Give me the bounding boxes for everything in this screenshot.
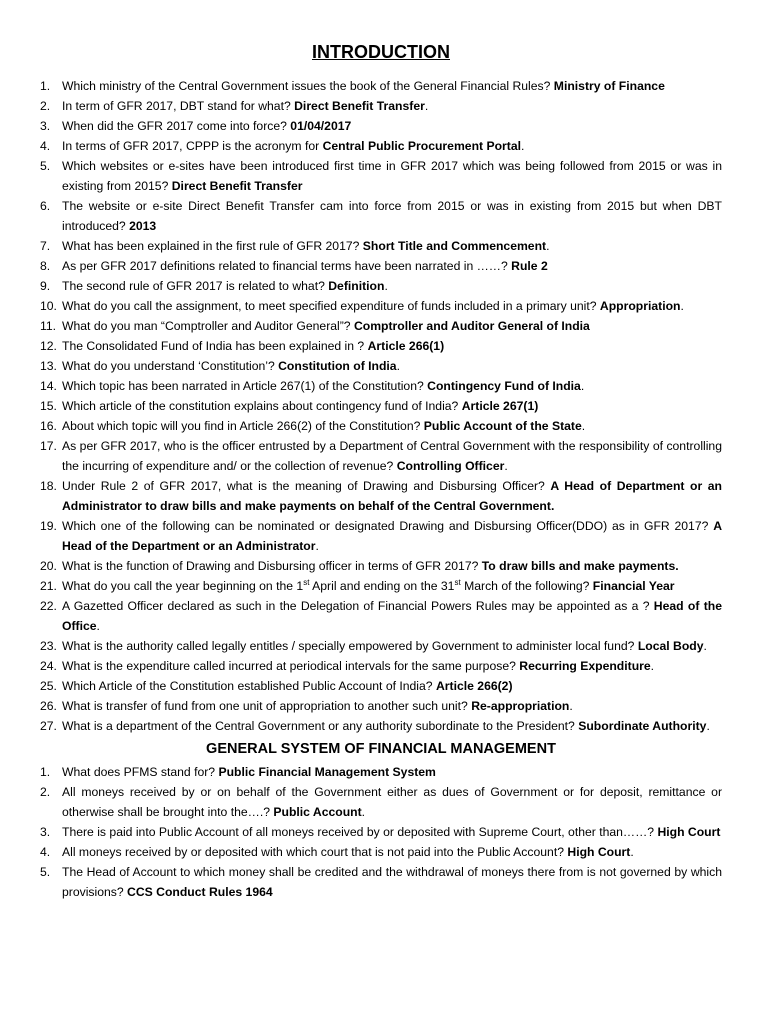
question-item xyxy=(40,656,722,676)
question-item xyxy=(40,96,722,116)
answer-suffix: . xyxy=(630,845,634,859)
question-number: 9. xyxy=(40,279,51,293)
question-text: The website or e-site Direct Benefit Transfer cam into force from 2015 or was in existing from 2015 but when DBT introduced? xyxy=(62,199,722,233)
question-item xyxy=(40,296,722,316)
question-text: Which article of the constitution explains about contingency fund of India? xyxy=(62,399,462,413)
question-number: 1. xyxy=(40,765,51,779)
question-text: In term of GFR 2017, DBT stand for what? xyxy=(62,99,295,113)
answer-suffix: . xyxy=(424,99,429,113)
question-number: 17. xyxy=(40,439,57,453)
answer-suffix: . xyxy=(569,699,573,713)
answer-suffix: . xyxy=(315,539,319,553)
question-text: When did the GFR 2017 come into force? xyxy=(62,119,291,133)
answer-text: Public Financial Management System xyxy=(218,765,436,779)
question-text: Under Rule 2 of GFR 2017, what is the meaning of Drawing and Disbursing Officer? xyxy=(62,479,551,493)
question-number: 4. xyxy=(40,139,51,153)
answer-suffix: . xyxy=(703,639,707,653)
answer-text: 01/04/2017 xyxy=(290,119,352,133)
question-text: What has been explained in the first rule of GFR 2017? xyxy=(62,239,363,253)
question-text: In terms of GFR 2017, CPPP is the acronym for xyxy=(62,139,323,153)
question-number: 6. xyxy=(40,199,51,213)
answer-text: Article 267(1) xyxy=(461,399,539,413)
question-number: 8. xyxy=(40,259,51,273)
question-item xyxy=(40,596,722,636)
question-item xyxy=(40,716,722,736)
answer-text: A Head of the Department or an Administrator xyxy=(62,519,722,553)
question-text: All moneys received by or on behalf of the Government either as dues of Government or for deposit, remittance or otherwise shall be brought into the….? xyxy=(62,785,722,819)
question-text: As per GFR 2017, who is the officer entrusted by a Department of Central Government with the responsibility of controlling the incurring of expenditure and/ or the collection of revenue? xyxy=(62,439,722,473)
answer-text: Public Account of the State xyxy=(423,419,582,433)
question-item xyxy=(40,316,722,336)
answer-text: Direct Benefit Transfer xyxy=(294,99,425,113)
answer-text: Article 266(1) xyxy=(367,339,445,353)
question-text: As per GFR 2017 definitions related to financial terms have been narrated in ……? xyxy=(62,259,512,273)
question-number: 11. xyxy=(40,319,57,333)
page-title: INTRODUCTION xyxy=(312,42,450,62)
answer-text: Direct Benefit Transfer xyxy=(171,179,303,193)
question-item xyxy=(40,196,722,236)
answer-text: Rule 2 xyxy=(511,259,548,273)
answer-text: Controlling Officer xyxy=(396,459,505,473)
answer-suffix: . xyxy=(96,619,100,633)
question-text: What is the function of Drawing and Disbursing officer in terms of GFR 2017? xyxy=(62,559,482,573)
question-item xyxy=(40,676,722,696)
answer-suffix: . xyxy=(546,239,550,253)
question-number: 19. xyxy=(40,519,57,533)
answer-suffix: . xyxy=(521,139,525,153)
question-number: 15. xyxy=(40,399,57,413)
question-item xyxy=(40,356,722,376)
question-number: 20. xyxy=(40,559,57,573)
question-number: 14. xyxy=(40,379,57,393)
question-text: What is transfer of fund from one unit of appropriation to another such unit? xyxy=(62,699,472,713)
question-text: March of the following? xyxy=(460,579,593,593)
question-item xyxy=(40,436,722,476)
question-item xyxy=(40,576,722,596)
question-number: 18. xyxy=(40,479,57,493)
answer-text: Article 266(2) xyxy=(435,679,513,693)
answer-text: Local Body xyxy=(637,639,704,653)
question-text: The Consolidated Fund of India has been explained in ? xyxy=(62,339,368,353)
question-text: What do you man “Comptroller and Auditor General”? xyxy=(62,319,354,333)
answer-text: Public Account xyxy=(273,805,362,819)
answer-text: Re-appropriation xyxy=(471,699,570,713)
question-number: 4. xyxy=(40,845,51,859)
introduction-question-list xyxy=(40,76,722,736)
question-number: 10. xyxy=(40,299,57,313)
answer-text: Comptroller and Auditor General of India xyxy=(353,319,590,333)
question-text: There is paid into Public Account of all moneys received by or deposited with Supreme Court, other than……? xyxy=(62,825,658,839)
question-number: 2. xyxy=(40,99,51,113)
answer-text: A Head of Department or an Administrator to draw bills and make payments on behalf of the Central Government. xyxy=(62,479,723,513)
question-number: 7. xyxy=(40,239,51,253)
question-item xyxy=(40,336,722,356)
answer-suffix: . xyxy=(706,719,710,733)
answer-suffix: . xyxy=(581,419,586,433)
question-text: April and ending on the 31 xyxy=(309,579,455,593)
answer-text: Recurring Expenditure xyxy=(519,659,651,673)
answer-text: Financial Year xyxy=(592,579,675,593)
answer-suffix: . xyxy=(680,299,684,313)
answer-text: CCS Conduct Rules 1964 xyxy=(127,885,273,899)
superscript: st xyxy=(303,577,310,587)
question-number: 23. xyxy=(40,639,57,653)
question-item xyxy=(40,842,722,862)
question-item xyxy=(40,396,722,416)
answer-text: 2013 xyxy=(129,219,157,233)
question-number: 3. xyxy=(40,825,51,839)
question-item xyxy=(40,236,722,256)
question-text: Which Article of the Constitution established Public Account of India? xyxy=(62,679,436,693)
answer-text: Ministry of Finance xyxy=(553,79,665,93)
answer-text: High Court xyxy=(657,825,721,839)
financial-management-question-list xyxy=(40,762,722,902)
question-number: 2. xyxy=(40,785,51,799)
question-item xyxy=(40,116,722,136)
question-item xyxy=(40,516,722,556)
question-text: What is the authority called legally entitles / specially empowered by Government to administer local fund? xyxy=(62,639,638,653)
question-text: Which websites or e-sites have been introduced first time in GFR 2017 which was being followed from 2015 or was in existing from 2015? xyxy=(62,159,722,193)
question-text: What is a department of the Central Government or any authority subordinate to the President? xyxy=(62,719,579,733)
superscript: st xyxy=(454,577,461,587)
question-number: 3. xyxy=(40,119,51,133)
answer-suffix: . xyxy=(504,459,508,473)
question-item xyxy=(40,556,722,576)
question-text: Which ministry of the Central Government issues the book of the General Financial Rules? xyxy=(62,79,554,93)
answer-text: Constitution of India xyxy=(278,359,397,373)
question-text: What does PFMS stand for? xyxy=(62,765,219,779)
answer-text: Contingency Fund of India xyxy=(427,379,581,393)
question-text: The second rule of GFR 2017 is related to what? xyxy=(62,279,329,293)
question-item xyxy=(40,862,722,902)
question-item xyxy=(40,76,722,96)
question-item xyxy=(40,636,722,656)
question-text: About which topic will you find in Article 266(2) of the Constitution? xyxy=(62,419,424,433)
answer-suffix: . xyxy=(384,279,388,293)
answer-text: Subordinate Authority xyxy=(578,719,707,733)
question-number: 16. xyxy=(40,419,57,433)
question-item xyxy=(40,136,722,156)
question-number: 25. xyxy=(40,679,57,693)
question-number: 27. xyxy=(40,719,57,733)
question-number: 5. xyxy=(40,865,51,879)
answer-text: To draw bills and make payments. xyxy=(481,559,679,573)
question-item xyxy=(40,376,722,396)
question-text: All moneys received by or deposited with which court that is not paid into the Public Account? xyxy=(62,845,568,859)
answer-text: Central Public Procurement Portal xyxy=(322,139,521,153)
question-number: 5. xyxy=(40,159,51,173)
question-number: 12. xyxy=(40,339,57,353)
question-item xyxy=(40,156,722,196)
question-number: 13. xyxy=(40,359,57,373)
question-number: 24. xyxy=(40,659,57,673)
question-number: 26. xyxy=(40,699,57,713)
question-item xyxy=(40,822,722,842)
answer-text: Definition xyxy=(328,279,385,293)
answer-suffix: . xyxy=(396,359,400,373)
answer-text: High Court xyxy=(567,845,631,859)
question-text: Which one of the following can be nominated or designated Drawing and Disbursing Officer(DDO) as in GFR 2017? xyxy=(62,519,714,533)
question-text: A Gazetted Officer declared as such in the Delegation of Financial Powers Rules may be appointed as a ? xyxy=(62,599,654,613)
question-text: What do you call the year beginning on the 1 xyxy=(62,579,304,593)
question-text: The Head of Account to which money shall be credited and the withdrawal of moneys there from is not governed by which provisions? xyxy=(62,865,722,899)
answer-text: Short Title and Commencement xyxy=(362,239,547,253)
answer-suffix: . xyxy=(361,805,366,819)
question-number: 1. xyxy=(40,79,51,93)
question-item xyxy=(40,256,722,276)
question-text: What do you call the assignment, to meet specified expenditure of funds included in a primary unit? xyxy=(62,299,600,313)
section-heading: GENERAL SYSTEM OF FINANCIAL MANAGEMENT xyxy=(206,741,556,757)
question-item xyxy=(40,696,722,716)
question-text: What is the expenditure called incurred at periodical intervals for the same purpose? xyxy=(62,659,520,673)
answer-suffix: . xyxy=(650,659,655,673)
answer-text: Head of the Office xyxy=(62,599,722,633)
answer-text: Appropriation xyxy=(599,299,681,313)
question-number: 22. xyxy=(40,599,57,613)
question-text: Which topic has been narrated in Article 267(1) of the Constitution? xyxy=(62,379,428,393)
question-item xyxy=(40,762,722,782)
question-text: What do you understand ‘Constitution’? xyxy=(62,359,279,373)
question-item xyxy=(40,416,722,436)
answer-suffix: . xyxy=(580,379,585,393)
question-item xyxy=(40,276,722,296)
question-item xyxy=(40,782,722,822)
question-number: 21. xyxy=(40,579,57,593)
question-item xyxy=(40,476,722,516)
